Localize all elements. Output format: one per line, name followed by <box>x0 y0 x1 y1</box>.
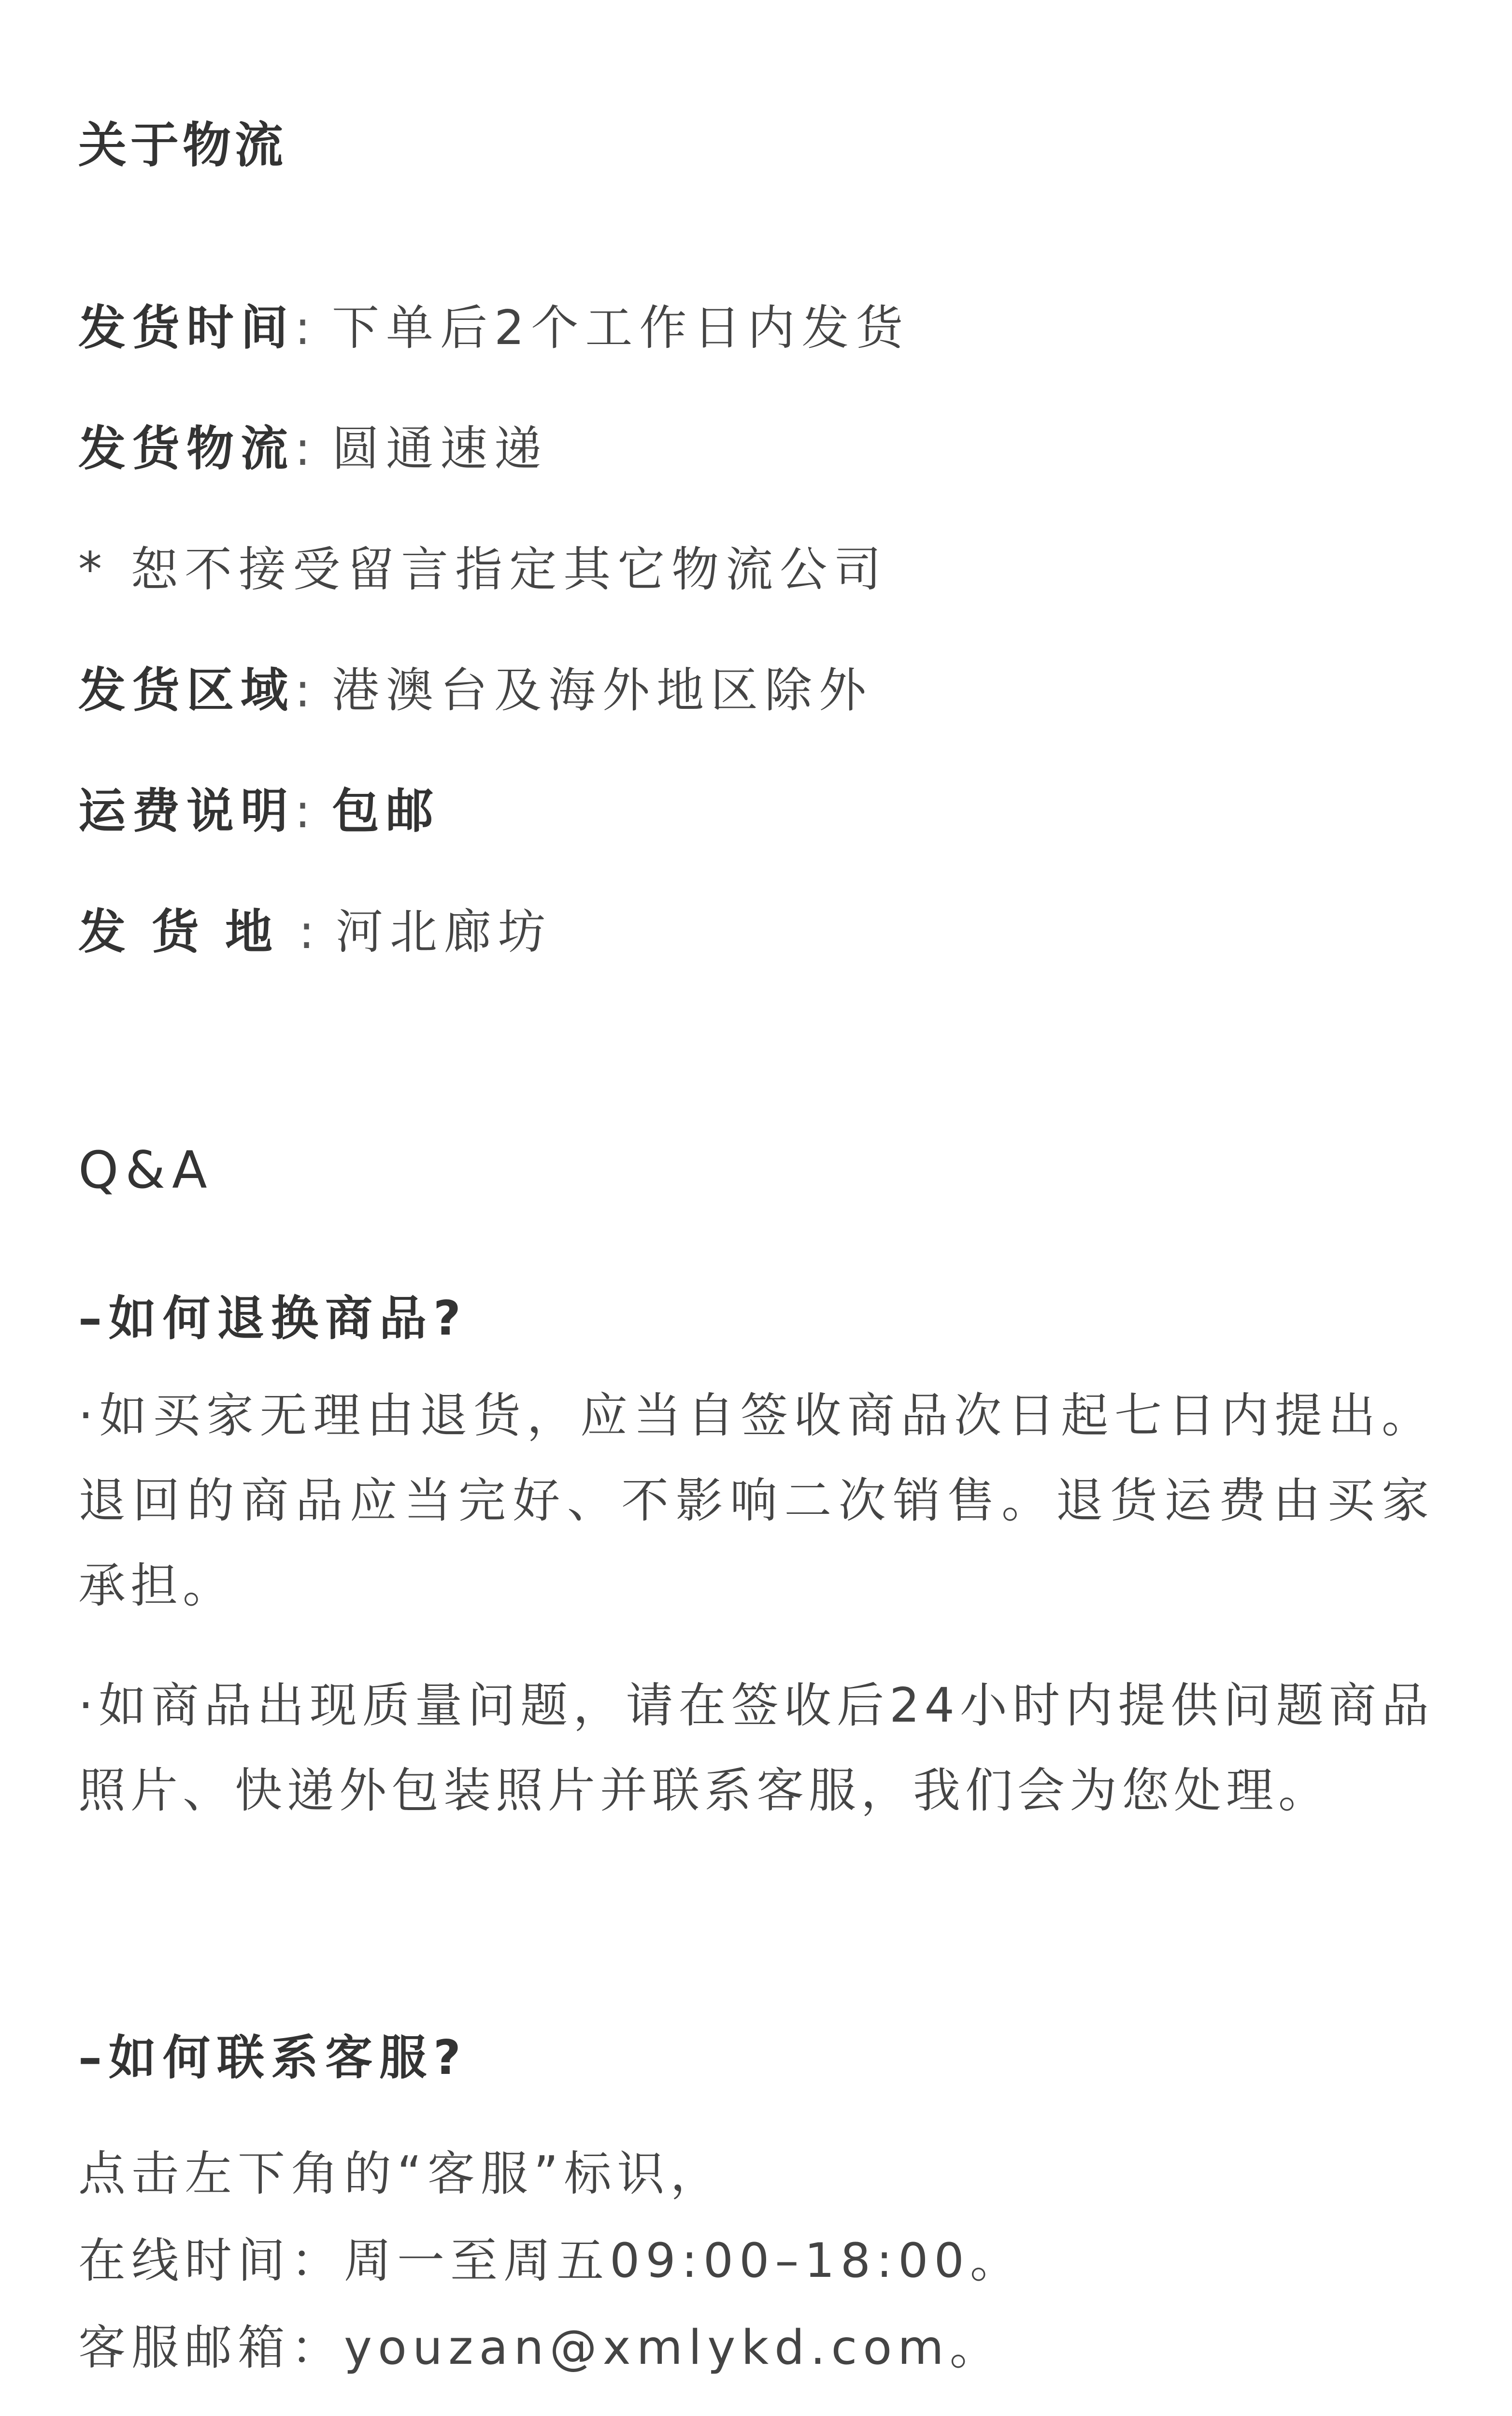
shipping-fee-label: 运费说明 <box>78 784 295 839</box>
ship-carrier-row <box>78 411 548 479</box>
ship-time-row <box>78 290 910 358</box>
ship-origin-value: 河北廊坊 <box>336 905 553 960</box>
logistics-title: 关于物流 <box>78 117 287 173</box>
shipping-fee-sep: : <box>295 784 318 839</box>
ship-carrier-value: 圆通速递 <box>332 421 549 476</box>
ship-region-label: 发货区域 <box>78 663 295 718</box>
ship-carrier-sep: : <box>295 421 318 476</box>
shipping-fee-value: 包邮 <box>332 784 441 839</box>
ship-origin-row <box>78 894 552 962</box>
qa-heading: Q&A <box>78 1140 214 1200</box>
service-line-1: 点击左下角的“客服”标识， <box>78 2146 724 2201</box>
service-line-2: 在线时间：周一至周五09:00–18:00。 <box>78 2233 1023 2288</box>
ship-region-row <box>78 652 873 720</box>
carrier-note: * 恕不接受留言指定其它物流公司 <box>78 542 888 597</box>
ship-time-value: 下单后2个工作日内发货 <box>332 301 910 356</box>
returns-paragraph-1: ·如买家无理由退货，应当自签收商品次日起七日内提出。退回的商品应当完好、不影响二次销售。退货运费由买家承担。 <box>78 1388 1434 1613</box>
ship-time-label: 发货时间 <box>78 301 295 356</box>
service-line-3: 客服邮箱：youzan@xmlykd.com。 <box>78 2320 1003 2375</box>
ship-carrier-label: 发货物流 <box>78 421 295 476</box>
shipping-fee-row <box>78 773 440 841</box>
ship-origin-label: 发货地 <box>78 905 299 960</box>
ship-time-sep: : <box>295 301 318 356</box>
question-returns: –如何退换商品? <box>78 1291 468 1346</box>
returns-paragraph-2: ·如商品出现质量问题，请在签收后24小时内提供问题商品照片、快递外包装照片并联系客服，我们会为您处理。 <box>78 1678 1434 1818</box>
ship-origin-sep: : <box>299 905 322 960</box>
ship-region-sep: : <box>295 663 318 718</box>
question-customer-service: –如何联系客服? <box>78 2030 468 2085</box>
ship-region-value: 港澳台及海外地区除外 <box>332 663 873 718</box>
